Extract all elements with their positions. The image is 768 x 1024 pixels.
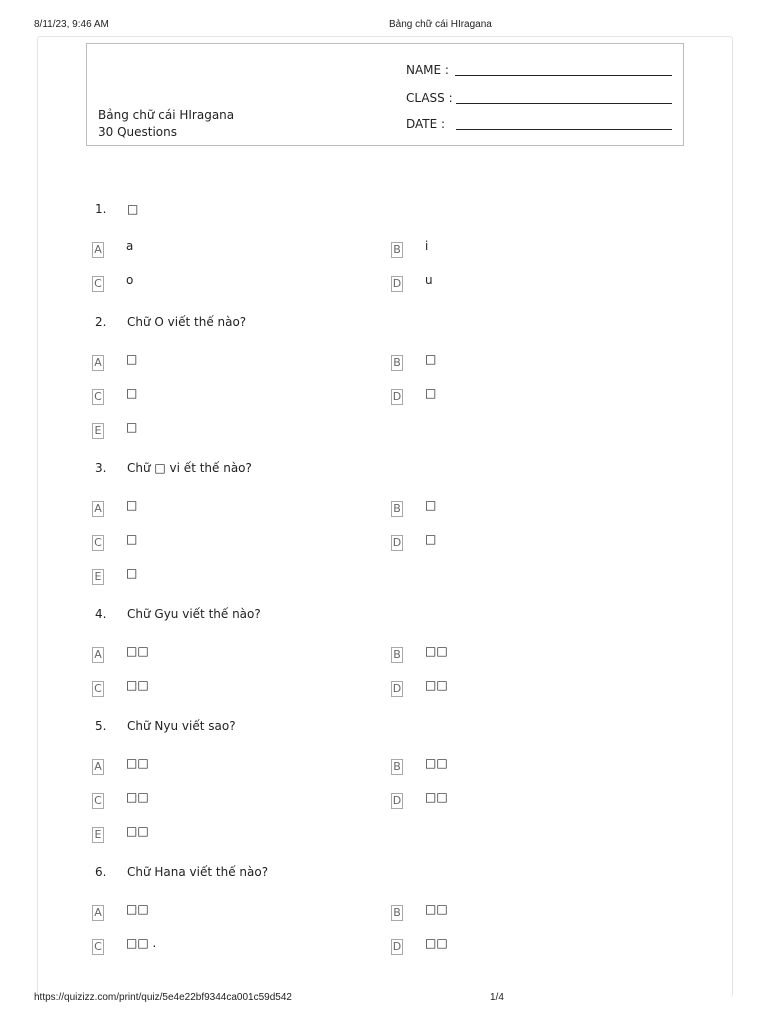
option-value: i — [425, 239, 429, 253]
option-letter: A — [92, 242, 104, 258]
date-line — [456, 129, 672, 130]
option-letter: B — [391, 501, 403, 517]
option-letter: C — [92, 793, 104, 809]
question-number: 5. — [95, 719, 107, 733]
option-letter: C — [92, 535, 104, 551]
option-letter: C — [92, 939, 104, 955]
option-letter: D — [392, 794, 402, 807]
question-number: 3. — [95, 461, 107, 475]
question-text: Chữ Hana viết thế nào? — [127, 865, 269, 879]
page-number: 1/4 — [490, 992, 504, 1003]
question-number: 1. — [95, 202, 107, 216]
option-letter: A — [92, 647, 104, 663]
question-text: Chữ Nyu viết sao? — [127, 719, 236, 733]
class-label: CLASS : — [406, 91, 453, 105]
option-value: □□ — [425, 790, 448, 804]
class-field[interactable] — [406, 91, 453, 105]
option-value: □□ — [425, 756, 448, 770]
question-number: 6. — [95, 865, 107, 879]
question-number: 2. — [95, 315, 107, 329]
option-letter: A — [92, 355, 104, 371]
option-letter: A — [92, 905, 104, 921]
option-value: □□ — [126, 678, 149, 692]
question-text: Chữ O viết thế nào? — [127, 315, 247, 329]
option-value: □ — [425, 498, 437, 512]
option-value: □ — [425, 386, 437, 400]
question-number: 4. — [95, 607, 107, 621]
option-value: □□ — [126, 790, 149, 804]
worksheet-page — [37, 36, 733, 997]
option-value: □□ — [126, 824, 149, 838]
print-title: Bảng chữ cái HIragana — [389, 19, 492, 30]
option-letter: B — [391, 759, 403, 775]
option-letter: E — [92, 827, 104, 843]
option-letter: D — [392, 390, 402, 403]
date-field[interactable] — [406, 117, 445, 131]
option-letter: D — [392, 682, 402, 695]
date-label: DATE : — [406, 117, 446, 131]
option-value: □□ — [425, 902, 448, 916]
option-value: □ — [126, 498, 138, 512]
name-field[interactable] — [406, 63, 449, 77]
option-letter: E — [92, 569, 104, 585]
print-datetime: 8/11/23, 9:46 AM — [34, 19, 109, 30]
question-text: Chữ □ vi ết thế nào? — [127, 461, 252, 475]
question-count: 30 Questions — [98, 125, 178, 139]
option-value: □□ — [425, 936, 448, 950]
worksheet-title: Bảng chữ cái HIragana — [98, 108, 235, 122]
option-letter: B — [391, 647, 403, 663]
option-letter: B — [391, 242, 403, 258]
option-letter: D — [392, 277, 402, 290]
option-letter: A — [92, 759, 104, 775]
option-value: □□ — [126, 644, 149, 658]
option-value: □ — [126, 420, 138, 434]
option-letter: B — [391, 905, 403, 921]
option-letter: D — [392, 536, 402, 549]
question-text: □ — [127, 202, 139, 216]
option-value: □□ . — [126, 936, 157, 950]
print-url: https://quizizz.com/print/quiz/5e4e22bf9344ca001c59d542 — [34, 992, 292, 1003]
option-letter: E — [92, 423, 104, 439]
option-value: □□ — [126, 902, 149, 916]
option-letter: C — [92, 681, 104, 697]
option-letter: A — [92, 501, 104, 517]
option-value: u — [425, 273, 433, 287]
option-value: □□ — [425, 678, 448, 692]
option-value: □ — [425, 352, 437, 366]
class-line — [456, 103, 672, 104]
option-letter: D — [392, 940, 402, 953]
option-letter: C — [92, 276, 104, 292]
option-value: □ — [126, 566, 138, 580]
option-value: □ — [126, 532, 138, 546]
option-letter: C — [92, 389, 104, 405]
option-value: a — [126, 239, 134, 253]
question-text: Chữ Gyu viết thế nào? — [127, 607, 261, 621]
option-value: □ — [126, 386, 138, 400]
worksheet-header — [86, 43, 684, 146]
option-value: □□ — [126, 756, 149, 770]
name-line — [455, 75, 672, 76]
option-value: □ — [126, 352, 138, 366]
option-letter: B — [391, 355, 403, 371]
option-value: □□ — [425, 644, 448, 658]
option-value: □ — [425, 532, 437, 546]
name-label: NAME : — [406, 63, 449, 77]
option-value: o — [126, 273, 134, 287]
